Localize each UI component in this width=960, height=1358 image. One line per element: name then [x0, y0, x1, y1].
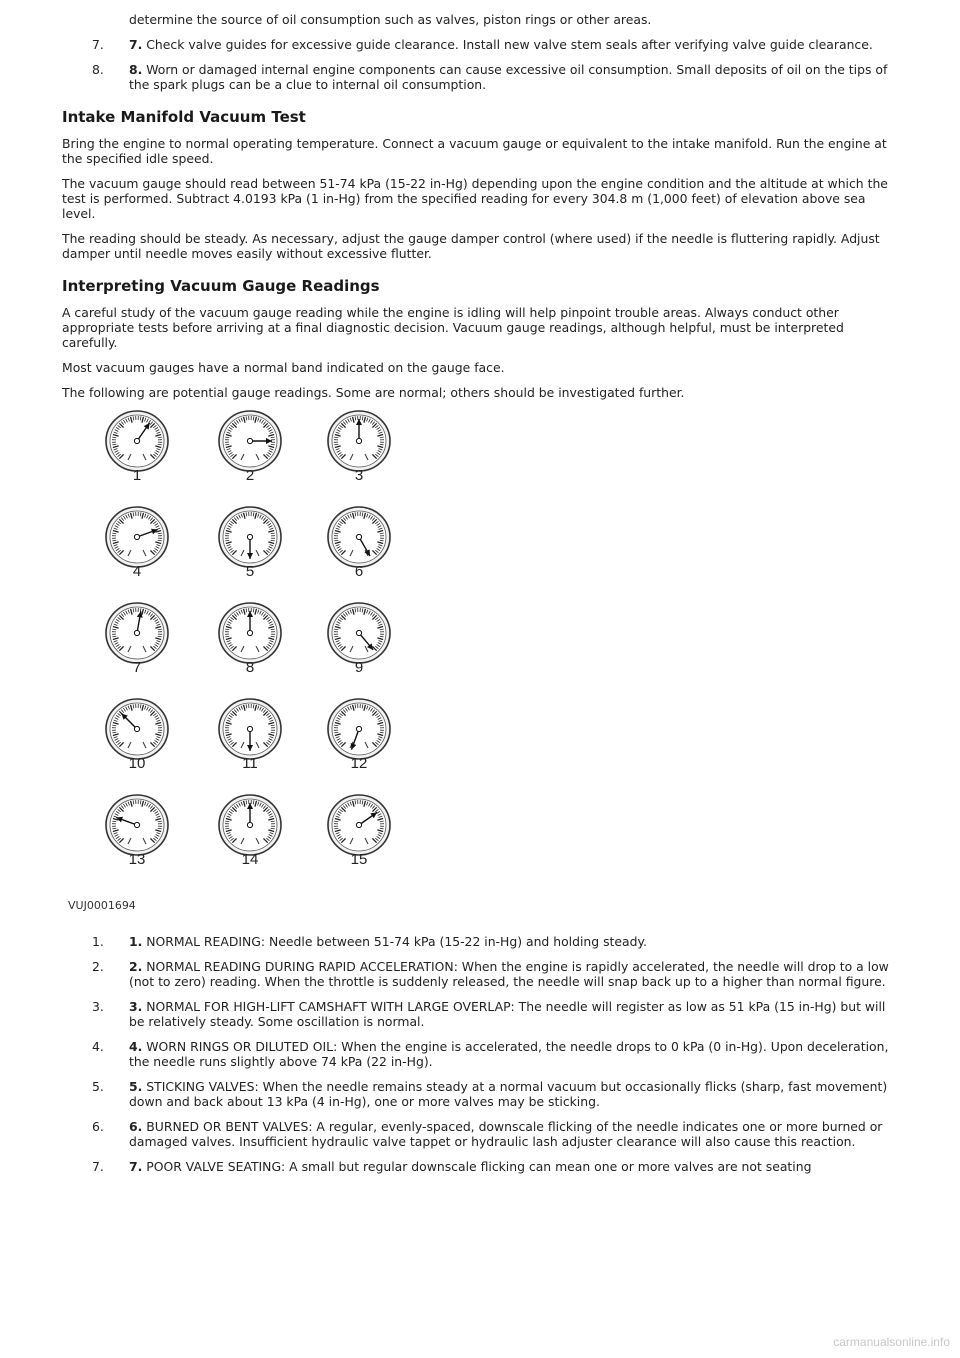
- gauge-dial-icon: [324, 506, 394, 568]
- gauge-dial-icon: [102, 602, 172, 664]
- section-heading-vacuum-test: Intake Manifold Vacuum Test: [62, 108, 306, 126]
- bottom-list-item-text: NORMAL READING: Needle between 51-74 kPa (15-22 in-Hg) and holding steady.: [142, 934, 647, 949]
- gauge-number-label: 13: [128, 851, 146, 868]
- bottom-list-item-number: 4.: [92, 1039, 104, 1054]
- paragraph: A careful study of the vacuum gauge reading while the engine is idling will help pinpoint trouble areas. Always conduct other appropriate tests before arriving at a final diagnostic decision. Vacuum gauge readings, although helpful, must be interpreted carefully.: [62, 305, 844, 350]
- bottom-list-item-text: NORMAL FOR HIGH-LIFT CAMSHAFT WITH LARGE OVERLAP: The needle will register as low as 51 kPa (15 in-Hg) but will be relatively steady. Some oscillation is normal.: [129, 999, 886, 1029]
- bottom-list-item-number: 6.: [92, 1119, 104, 1134]
- bottom-list-item: [0, 1039, 960, 1069]
- gauge-number-label: 4: [132, 563, 142, 580]
- gauge-dial-icon: [215, 794, 285, 856]
- gauge-dial-icon: [324, 698, 394, 760]
- bottom-list-item-number: 2.: [92, 959, 104, 974]
- vacuum-gauge: [215, 794, 285, 876]
- vacuum-gauge: [102, 794, 172, 876]
- gauge-dial-icon: [102, 698, 172, 760]
- section-vacuum-test-body: [0, 136, 960, 261]
- gauge-dial-icon: [324, 602, 394, 664]
- bottom-list-item-text: BURNED OR BENT VALVES: A regular, evenly-spaced, downscale flicking of the needle indicates one or more burned or damaged valves. Insufficient hydraulic valve tappet or hydraulic lash adjuster clearance will also cause this reaction.: [129, 1119, 883, 1149]
- gauge-dial-icon: [215, 506, 285, 568]
- bottom-list-item-bold-number: 3.: [129, 999, 143, 1014]
- gauge-number-label: 10: [128, 755, 146, 772]
- bottom-list-item-text: WORN RINGS OR DILUTED OIL: When the engine is accelerated, the needle drops to 0 kPa (0 in-Hg). Upon deceleration, the needle runs slightly above 74 kPa (22 in-Hg).: [129, 1039, 889, 1069]
- bottom-list-item: [0, 999, 960, 1029]
- gauge-number-label: 1: [132, 467, 142, 484]
- gauge-dial-icon: [102, 794, 172, 856]
- bottom-list-item: [0, 1119, 960, 1149]
- top-list-item: [0, 12, 960, 27]
- vacuum-gauge: [215, 410, 285, 492]
- top-list-item-number: 8.: [92, 62, 104, 77]
- paragraph: Most vacuum gauges have a normal band indicated on the gauge face.: [62, 360, 505, 375]
- section-heading-interpreting: Interpreting Vacuum Gauge Readings: [62, 277, 380, 295]
- gauge-number-label: 11: [242, 755, 258, 772]
- bottom-list-item-number: 3.: [92, 999, 104, 1014]
- gauge-dial-icon: [102, 506, 172, 568]
- watermark: carmanualsonline.info: [833, 1335, 950, 1349]
- vacuum-gauge: [324, 794, 394, 876]
- vacuum-gauge: [102, 698, 172, 780]
- vacuum-gauge: [324, 698, 394, 780]
- gauge-dial-icon: [215, 410, 285, 472]
- vacuum-gauge-figure: [62, 410, 482, 920]
- bottom-list-item-number: 5.: [92, 1079, 104, 1094]
- bottom-list-item: [0, 1159, 960, 1174]
- bottom-list-item-bold-number: 4.: [129, 1039, 143, 1054]
- gauge-number-label: 6: [354, 563, 364, 580]
- paragraph: The vacuum gauge should read between 51-74 kPa (15-22 in-Hg) depending upon the engine condition and the altitude at which the test is performed. Subtract 4.0193 kPa (1 in-Hg) from the specified reading for every 304.8 m (1,000 feet) of elevation above sea level.: [62, 176, 888, 221]
- top-list-item-bold-number: 7.: [129, 37, 143, 52]
- bottom-list-item: [0, 1079, 960, 1109]
- top-list-item-text: Check valve guides for excessive guide clearance. Install new valve stem seals after verifying valve guide clearance.: [142, 37, 873, 52]
- gauge-dial-icon: [102, 410, 172, 472]
- vacuum-gauge: [324, 602, 394, 684]
- vacuum-gauge: [215, 602, 285, 684]
- paragraph: The reading should be steady. As necessary, adjust the gauge damper control (where used) if the needle is fluttering rapidly. Adjust damper until needle moves easily without excessive flutter.: [62, 231, 880, 261]
- vacuum-gauge: [324, 410, 394, 492]
- top-list-item-text: determine the source of oil consumption such as valves, piston rings or other areas.: [129, 12, 652, 27]
- bottom-list-item-bold-number: 5.: [129, 1079, 143, 1094]
- gauge-number-label: 3: [354, 467, 364, 484]
- gauge-number-label: 12: [350, 755, 368, 772]
- top-list-item-text: Worn or damaged internal engine components can cause excessive oil consumption. Small deposits of oil on the tips of the spark plugs can be a clue to internal oil consumption.: [129, 62, 888, 92]
- vacuum-gauge: [215, 698, 285, 780]
- bottom-list-item-text: POOR VALVE SEATING: A small but regular downscale flicking can mean one or more valves are not seating: [142, 1159, 812, 1174]
- bottom-list-item-bold-number: 1.: [129, 934, 143, 949]
- gauge-number-label: 7: [132, 659, 142, 676]
- paragraph: The following are potential gauge readings. Some are normal; others should be investigated further.: [62, 385, 685, 400]
- gauge-number-label: 15: [350, 851, 368, 868]
- top-list: [0, 12, 960, 92]
- bottom-list-item: [0, 959, 960, 989]
- vacuum-gauge: [215, 506, 285, 588]
- section-interpreting-body: [0, 305, 960, 400]
- bottom-list-item-number: 7.: [92, 1159, 104, 1174]
- bottom-list-item-number: 1.: [92, 934, 104, 949]
- vacuum-gauge: [102, 602, 172, 684]
- bottom-list-item-text: NORMAL READING DURING RAPID ACCELERATION: When the engine is rapidly accelerated, the needle will drop to a low (not to zero) reading. When the throttle is suddenly released, the needle will snap back up to a higher than normal figure.: [129, 959, 889, 989]
- gauge-number-label: 14: [241, 851, 259, 868]
- bottom-list-item-bold-number: 7.: [129, 1159, 143, 1174]
- top-list-item-number: 7.: [92, 37, 104, 52]
- vacuum-gauge: [102, 410, 172, 492]
- gauge-dial-icon: [215, 698, 285, 760]
- paragraph: Bring the engine to normal operating temperature. Connect a vacuum gauge or equivalent to the intake manifold. Run the engine at the specified idle speed.: [62, 136, 887, 166]
- gauge-dial-icon: [324, 410, 394, 472]
- bottom-list-item-text: STICKING VALVES: When the needle remains steady at a normal vacuum but occasionally flicks (sharp, fast movement) down and back about 13 kPa (4 in-Hg), one or more valves may be sticking.: [129, 1079, 888, 1109]
- top-list-item: [0, 62, 960, 92]
- bottom-list: [0, 934, 960, 1174]
- top-list-item-bold-number: 8.: [129, 62, 143, 77]
- figure-reference: VUJ0001694: [68, 899, 136, 912]
- vacuum-gauge: [324, 506, 394, 588]
- gauge-dial-icon: [215, 602, 285, 664]
- bottom-list-item: [0, 934, 960, 949]
- vacuum-gauge: [102, 506, 172, 588]
- bottom-list-item-bold-number: 2.: [129, 959, 143, 974]
- gauge-number-label: 2: [245, 467, 255, 484]
- gauge-number-label: 8: [245, 659, 255, 676]
- top-list-item: [0, 37, 960, 52]
- gauge-number-label: 9: [354, 659, 364, 676]
- gauge-dial-icon: [324, 794, 394, 856]
- gauge-number-label: 5: [245, 563, 255, 580]
- bottom-list-item-bold-number: 6.: [129, 1119, 143, 1134]
